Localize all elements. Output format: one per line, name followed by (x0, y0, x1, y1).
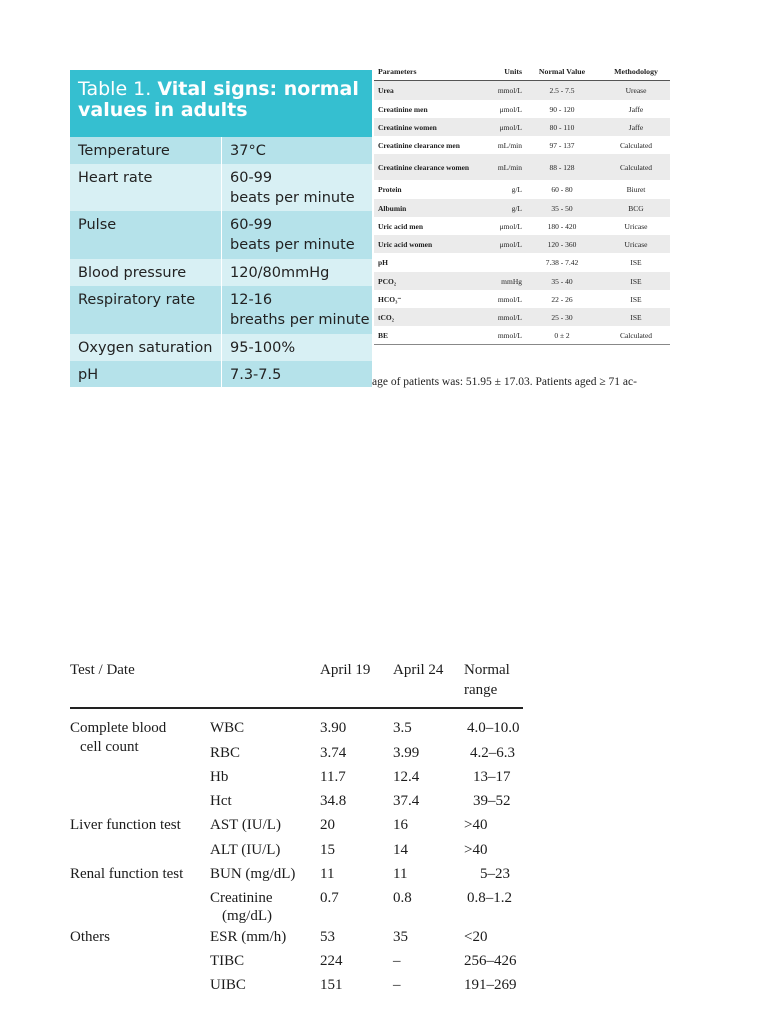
test-item: BUN (mg/dL) (210, 866, 296, 882)
value-april-24: 11 (393, 866, 408, 882)
table-row (374, 136, 670, 154)
value-april-24: 0.8 (393, 890, 412, 906)
group-label: Liver function test (70, 817, 181, 833)
value-april-24: 3.99 (393, 745, 420, 761)
normal-range: 13–17 (473, 769, 511, 785)
header-units: Units (504, 66, 522, 76)
method-cell: Calculated (619, 162, 653, 172)
test-item: Creatinine (210, 890, 273, 906)
value-april-19: 34.8 (320, 793, 347, 809)
vital-signs-table (70, 70, 372, 387)
normal-range: 4.0–10.0 (467, 720, 520, 736)
value-april-19: 11 (320, 866, 335, 882)
table-row (70, 361, 372, 387)
value-april-24: 3.5 (393, 720, 412, 736)
lab-parameters-table (374, 62, 670, 345)
header-normal: Normal (464, 662, 510, 678)
normal-range: >40 (464, 817, 488, 833)
method-cell: Jaffe (628, 104, 644, 114)
normal-range: >40 (464, 842, 488, 858)
group-label: Renal function test (70, 866, 184, 882)
vital-value: 12-16 (230, 292, 273, 308)
table-row (374, 272, 670, 290)
vital-name: Oxygen saturation (70, 334, 222, 361)
vital-signs-table-header (70, 70, 372, 137)
value-april-24: 16 (393, 817, 408, 833)
table-row (374, 217, 670, 235)
table-row (374, 154, 670, 180)
param-cell: tCO₂ (378, 312, 394, 322)
normal-cell: 25 - 30 (551, 312, 573, 322)
value-april-19: 3.74 (320, 745, 347, 761)
table-row (374, 199, 670, 217)
header-parameters: Parameters (378, 66, 417, 76)
normal-range: <20 (464, 929, 488, 945)
param-cell: PCO₂ (378, 276, 397, 286)
vital-name: Temperature (70, 137, 222, 164)
param-cell: HCO₃⁻ (378, 294, 402, 304)
value-april-19: 53 (320, 929, 335, 945)
value-april-24: – (393, 953, 401, 969)
table-row (374, 118, 670, 136)
header-april-24: April 24 (393, 662, 444, 678)
normal-cell: 180 - 420 (547, 221, 577, 231)
method-cell: Uricase (624, 239, 648, 249)
vital-value: 7.3-7.5 (230, 367, 282, 383)
param-cell: BE (378, 330, 389, 340)
table-title: Vital signs: normal (157, 78, 359, 100)
header-normal-value: Normal Value (538, 66, 586, 76)
value-april-24: 37.4 (393, 793, 420, 809)
test-item: ALT (IU/L) (210, 842, 281, 858)
param-cell: Creatinine clearance men (378, 140, 460, 150)
units-cell: mmol/L (497, 86, 522, 95)
units-cell: μmol/L (499, 122, 522, 132)
test-item: ESR (mm/h) (210, 929, 287, 945)
test-item: UIBC (210, 977, 246, 993)
param-cell: Urea (378, 86, 394, 95)
table-header-row (374, 62, 670, 81)
value-april-19: 15 (320, 842, 335, 858)
header-april-19: April 19 (320, 662, 371, 678)
group-label: Others (70, 929, 110, 945)
method-cell: ISE (630, 276, 642, 286)
header-methodology: Methodology (614, 66, 658, 76)
method-cell: BCG (628, 203, 644, 213)
normal-range: 256–426 (464, 953, 517, 969)
method-cell: Calculated (619, 330, 653, 340)
param-cell: Creatinine women (378, 122, 437, 132)
normal-range: 0.8–1.2 (467, 890, 512, 906)
table-row (374, 326, 670, 345)
test-item: AST (IU/L) (210, 817, 281, 833)
vital-name: pH (70, 361, 222, 387)
param-cell: Protein (378, 185, 402, 194)
normal-cell: 120 - 360 (547, 239, 577, 249)
units-cell: μmol/L (499, 239, 522, 249)
vital-name: Pulse (70, 211, 222, 259)
table-row (70, 164, 372, 211)
normal-cell: 35 - 40 (551, 276, 573, 286)
method-cell: Jaffe (628, 122, 644, 132)
param-cell: Albumin (378, 203, 407, 213)
table-row (70, 259, 372, 286)
test-item: TIBC (210, 953, 245, 969)
value-april-19: 11.7 (320, 769, 346, 785)
normal-cell: 22 - 26 (551, 294, 573, 304)
units-cell: mL/min (497, 162, 522, 172)
table-row (374, 180, 670, 199)
table-row (70, 137, 372, 164)
vital-name: Respiratory rate (70, 286, 222, 334)
method-cell: Calculated (619, 140, 653, 150)
vital-value: 60-99 (230, 217, 273, 233)
units-cell: mmol/L (497, 294, 522, 304)
test-item: Hb (210, 769, 229, 785)
units-cell: mmHg (501, 276, 522, 286)
normal-cell: 7.38 - 7.42 (545, 258, 579, 267)
units-cell: mmol/L (497, 312, 522, 322)
table-label: Table 1. (78, 78, 152, 100)
test-item: Hct (210, 793, 232, 809)
units-cell: μmol/L (499, 104, 522, 114)
param-cell: Creatinine men (378, 104, 428, 114)
normal-cell: 88 - 128 (549, 162, 575, 172)
value-april-24: – (393, 977, 401, 993)
test-item-line2: (mg/dL) (222, 908, 272, 924)
value-april-24: 14 (393, 842, 408, 858)
table-title-line2: values in adults (78, 99, 248, 121)
normal-range: 5–23 (480, 866, 510, 882)
units-cell: μmol/L (499, 221, 522, 231)
value-april-19: 0.7 (320, 890, 339, 906)
normal-cell: 0 ± 2 (554, 330, 570, 340)
header-range: range (464, 682, 498, 698)
header-test-date: Test / Date (70, 662, 135, 678)
vital-unit: breaths per minute (230, 312, 370, 328)
vital-value: 120/80mmHg (230, 265, 330, 281)
method-cell: ISE (630, 312, 642, 322)
normal-cell: 35 - 50 (551, 203, 573, 213)
vital-value: 60-99 (230, 170, 273, 186)
table-row (374, 81, 670, 100)
table-row (70, 211, 372, 259)
normal-cell: 2.5 - 7.5 (549, 86, 575, 95)
normal-range: 39–52 (473, 793, 511, 809)
normal-cell: 90 - 120 (549, 104, 575, 114)
vital-name: Blood pressure (70, 259, 222, 286)
normal-range: 4.2–6.3 (470, 745, 515, 761)
body-text-fragment: age of patients was: 51.95 ± 17.03. Patients aged ≥ 71 ac- (372, 376, 637, 388)
param-cell: Uric acid women (378, 239, 433, 249)
table-row (374, 253, 670, 272)
header-rule (70, 707, 523, 709)
units-cell: mmol/L (497, 330, 522, 340)
units-cell: g/L (511, 203, 522, 213)
table-row (374, 235, 670, 253)
method-cell: Urease (625, 86, 647, 95)
method-cell: Uricase (624, 221, 648, 231)
table-row (374, 290, 670, 308)
table-row (70, 334, 372, 361)
normal-cell: 60 - 80 (551, 185, 573, 194)
vital-unit: beats per minute (230, 237, 355, 253)
header-normal-range (464, 660, 510, 700)
method-cell: ISE (630, 258, 642, 267)
value-april-19: 151 (320, 977, 343, 993)
group-label-line2: cell count (80, 739, 139, 755)
table-row (374, 100, 670, 118)
normal-cell: 97 - 137 (549, 140, 575, 150)
test-item: WBC (210, 720, 245, 736)
param-cell: pH (378, 258, 389, 267)
vital-value: 95-100% (230, 340, 296, 356)
vital-value: 37°C (230, 143, 266, 159)
vital-name: Heart rate (70, 164, 222, 211)
table-row (70, 286, 372, 334)
method-cell: ISE (630, 294, 642, 304)
units-cell: g/L (511, 185, 522, 194)
test-item: RBC (210, 745, 241, 761)
value-april-24: 12.4 (393, 769, 420, 785)
value-april-19: 20 (320, 817, 335, 833)
param-cell: Uric acid men (378, 221, 423, 231)
group-label: Complete blood (70, 720, 167, 736)
vital-unit: beats per minute (230, 190, 355, 206)
normal-range: 191–269 (464, 977, 517, 993)
units-cell: mL/min (497, 140, 522, 150)
table-row (374, 308, 670, 326)
param-cell: Creatinine clearance women (378, 162, 470, 172)
value-april-19: 3.90 (320, 720, 347, 736)
value-april-19: 224 (320, 953, 343, 969)
value-april-24: 35 (393, 929, 408, 945)
normal-cell: 80 - 110 (549, 122, 575, 132)
method-cell: Biuret (626, 185, 646, 194)
